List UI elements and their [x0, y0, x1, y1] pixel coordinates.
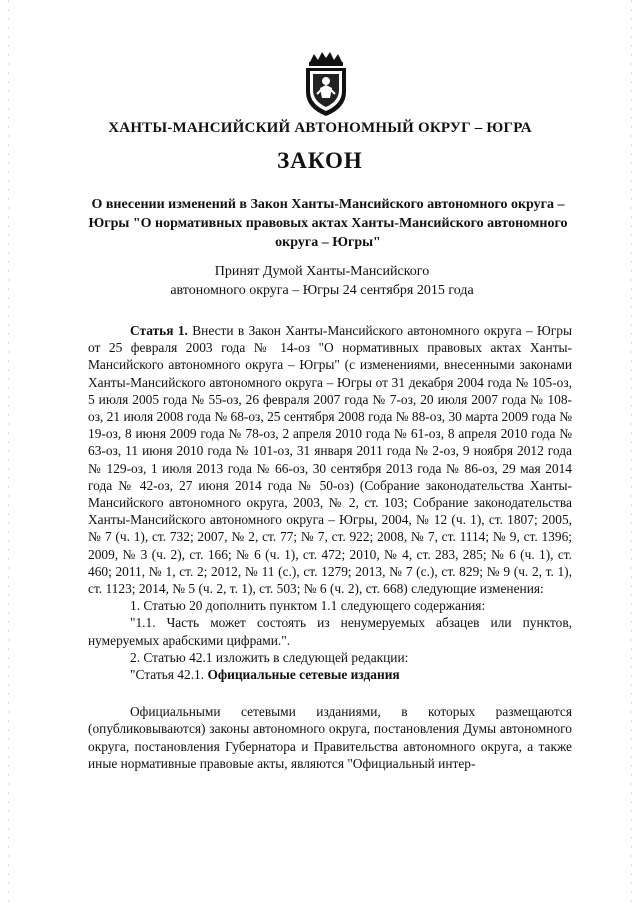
- item-2-quote-title: Официальные сетевые издания: [207, 667, 400, 683]
- coat-of-arms-icon: [296, 50, 356, 118]
- region-name: ХАНТЫ-МАНСИЙСКИЙ АВТОНОМНЫЙ ОКРУГ – ЮГРА: [108, 120, 532, 136]
- document-subtitle: О внесении изменений в Закон Ханты-Мансийского автономного округа – Югры "О нормативных правовых актах Ханты-Мансийского автономного округа – Югры": [88, 197, 568, 250]
- item-1: 1. Статью 20 дополнить пунктом 1.1 следующего содержания:: [130, 598, 486, 614]
- item-2-quote: [88, 666, 572, 683]
- final-paragraph: Официальными сетевыми изданиями, в которых размещаются (опубликовываются) законы автономного округа, постановления Думы автономного округа, постановления Губернатора и Правительства автономного округа, а также иные нормативные правовые акты, являются "Официальный интер-: [88, 704, 572, 771]
- law-body: [88, 322, 572, 772]
- adoption-note: [80, 262, 564, 300]
- document-title: ЗАКОН: [277, 148, 363, 173]
- item-2: 2. Статью 42.1 изложить в следующей редакции:: [130, 649, 409, 665]
- article-label: Статья 1.: [130, 323, 188, 338]
- article-1-paragraph: [88, 322, 572, 597]
- article-text: Внести в Закон Ханты-Мансийского автономного округа – Югры от 25 февраля 2003 года № 14-оз "О нормативных правовых актах Ханты-Мансийского автономного округа – Югры" (с изменениями, внесенными законами Ханты-Мансийского автономного округа – Югры от 31 декабря 2004 года № 105-оз, 5 июля 2005 года № 55-оз, 26 февраля 2007 года № 7-оз, 20 июля 2007 года № 108-оз, 21 июля 2008 года № 68-оз, 25 сентября 2008 года № 88-оз, 30 марта 2009 года № 19-оз, 8 июня 2009 года № 78-оз, 2 апреля 2010 года № 61-оз, 8 апреля 2010 года № 63-оз, 11 июня 2010 года № 101-оз, 31 января 2011 года № 2-оз, 9 ноября 2012 года № 129-оз, 1 июля 2013 года № 66-оз, 30 сентября 2013 года № 86-оз, 29 мая 2014 года № 42-оз, 27 июня 2014 года № 50-оз) (Собрание законодательства Ханты-Мансийского автономного округа, 2003, № 2, ст. 103; Собрание законодательства Ханты-Мансийского автономного округа – Югры, 2004, № 12 (ч. 1), ст. 1807; 2005, № 7 (ч. 1), ст. 732; 2007, № 2, ст. 77; № 7, ст. 922; 2008, № 7, ст. 1114; № 9, ст. 1396; 2009, № 3 (ч. 2), ст. 166; № 6 (ч. 1), ст. 472; 2010, № 4, ст. 283, 285; № 6 (ч. 1), ст. 460; 2011, № 1, ст. 2; 2012, № 11 (с.), ст. 1279; 2013, № 7 (с.), ст. 829; № 9 (ч. 2, т. 1), ст. 1123; 2014, № 5 (ч. 2, т. 1), ст. 503; № 6 (ч. 2), ст. 668) следующие изменения:: [88, 323, 572, 597]
- paragraph-gap: [88, 683, 572, 703]
- item-1-quote: "1.1. Часть может состоять из ненумеруемых абзацев или пунктов, нумеруемых арабскими цифрами.".: [88, 615, 572, 648]
- item-2-quote-prefix: "Статья 42.1.: [130, 667, 208, 683]
- adoption-line-2: автономного округа – Югры 24 сентября 2015 года: [170, 283, 474, 298]
- adoption-line-1: Принят Думой Ханты-Мансийского: [214, 264, 430, 279]
